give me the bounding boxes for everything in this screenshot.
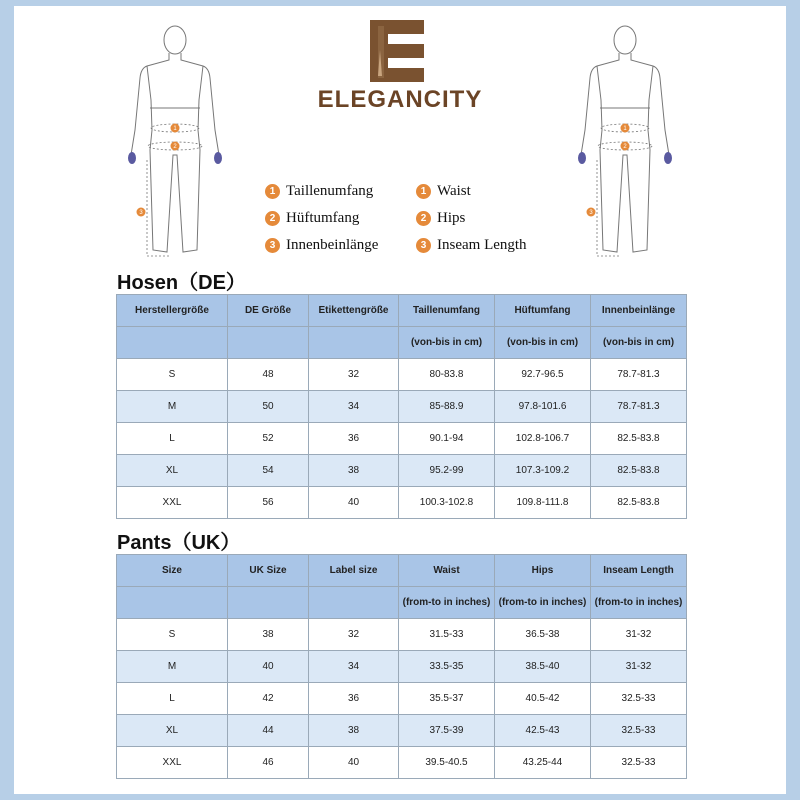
section-title-de: Hosen（DE） xyxy=(117,272,246,294)
legend-label: Taillenumfang xyxy=(286,183,374,199)
table-cell: 32 xyxy=(309,619,399,651)
table-row xyxy=(117,391,687,423)
column-header: Innenbeinlänge xyxy=(591,295,687,327)
table-cell: 52 xyxy=(228,423,309,455)
figure-marker-3: 3 xyxy=(589,210,593,216)
table-cell: 95.2-99 xyxy=(399,455,495,487)
table-row xyxy=(117,715,687,747)
table-cell: 82.5-83.8 xyxy=(591,487,687,519)
marker-badge: 2 xyxy=(416,211,431,226)
section-title-uk: Pants（UK） xyxy=(117,532,241,554)
table-cell: 31-32 xyxy=(591,651,687,683)
table-subheader-row xyxy=(117,327,687,359)
table-cell: M xyxy=(117,651,228,683)
table-row xyxy=(117,683,687,715)
figure-marker-2: 2 xyxy=(173,144,177,150)
table-cell: 90.1-94 xyxy=(399,423,495,455)
legend-label: Innenbeinlänge xyxy=(286,237,379,253)
table-row xyxy=(117,455,687,487)
legend-label: Hips xyxy=(437,210,466,226)
column-subheader: (from-to in inches) xyxy=(399,587,495,619)
column-subheader: (from-to in inches) xyxy=(495,587,591,619)
table-row xyxy=(117,423,687,455)
table-cell: 107.3-109.2 xyxy=(495,455,591,487)
column-header: Hüftumfang xyxy=(495,295,591,327)
legend-label: Inseam Length xyxy=(437,237,527,253)
table-subheader-row xyxy=(117,587,687,619)
table-header-row xyxy=(117,295,687,327)
table-cell: 82.5-83.8 xyxy=(591,423,687,455)
table-cell: XXL xyxy=(117,487,228,519)
column-subheader xyxy=(309,587,399,619)
figure-marker-1: 1 xyxy=(173,126,177,132)
logo-e-icon xyxy=(370,20,430,84)
marker-badge: 1 xyxy=(265,184,280,199)
column-header: Hips xyxy=(495,555,591,587)
column-subheader xyxy=(309,327,399,359)
table-cell: 32.5-33 xyxy=(591,747,687,779)
table-cell: 36 xyxy=(309,683,399,715)
figure-marker-3: 3 xyxy=(139,210,143,216)
table-cell: 34 xyxy=(309,651,399,683)
table-cell: 38 xyxy=(309,715,399,747)
column-subheader: (von-bis in cm) xyxy=(591,327,687,359)
legend-english xyxy=(416,178,527,259)
column-header: Taillenumfang xyxy=(399,295,495,327)
table-cell: XL xyxy=(117,455,228,487)
table-cell: M xyxy=(117,391,228,423)
table-cell: 31-32 xyxy=(591,619,687,651)
marker-badge: 3 xyxy=(416,238,431,253)
table-cell: 100.3-102.8 xyxy=(399,487,495,519)
table-cell: 40 xyxy=(309,747,399,779)
column-header: Label size xyxy=(309,555,399,587)
column-subheader xyxy=(117,327,228,359)
table-cell: S xyxy=(117,359,228,391)
table-cell: 31.5-33 xyxy=(399,619,495,651)
legend-german xyxy=(265,178,378,259)
table-cell: 38 xyxy=(309,455,399,487)
column-header: Etikettengröße xyxy=(309,295,399,327)
table-cell: 109.8-111.8 xyxy=(495,487,591,519)
table-row xyxy=(117,359,687,391)
table-cell: L xyxy=(117,423,228,455)
table-cell: XXL xyxy=(117,747,228,779)
column-subheader: (von-bis in cm) xyxy=(399,327,495,359)
column-subheader: (from-to in inches) xyxy=(591,587,687,619)
table-cell: 40.5-42 xyxy=(495,683,591,715)
table-cell: 38 xyxy=(228,619,309,651)
table-cell: 40 xyxy=(309,487,399,519)
table-row xyxy=(117,747,687,779)
column-subheader xyxy=(117,587,228,619)
table-cell: 48 xyxy=(228,359,309,391)
column-subheader xyxy=(228,327,309,359)
table-cell: 97.8-101.6 xyxy=(495,391,591,423)
table-cell: S xyxy=(117,619,228,651)
table-cell: 42 xyxy=(228,683,309,715)
column-header: UK Size xyxy=(228,555,309,587)
table-cell: 78.7-81.3 xyxy=(591,391,687,423)
table-cell: 38.5-40 xyxy=(495,651,591,683)
table-cell: 80-83.8 xyxy=(399,359,495,391)
table-cell: 85-88.9 xyxy=(399,391,495,423)
figure-marker-2: 2 xyxy=(623,144,627,150)
column-header: Herstellergröße xyxy=(117,295,228,327)
table-row xyxy=(117,487,687,519)
table-cell: 50 xyxy=(228,391,309,423)
column-header: DE Größe xyxy=(228,295,309,327)
table-cell: 54 xyxy=(228,455,309,487)
legend-item-waist-de xyxy=(265,178,378,205)
column-header: Inseam Length xyxy=(591,555,687,587)
marker-badge: 2 xyxy=(265,211,280,226)
table-cell: 36.5-38 xyxy=(495,619,591,651)
table-cell: XL xyxy=(117,715,228,747)
table-cell: 40 xyxy=(228,651,309,683)
brand-name: ELEGANCITY xyxy=(317,86,483,113)
column-header: Size xyxy=(117,555,228,587)
table-cell: L xyxy=(117,683,228,715)
legend-item-waist-en xyxy=(416,178,527,205)
legend-item-inseam-de xyxy=(265,232,378,259)
legend-item-hips-de xyxy=(265,205,378,232)
legend-item-inseam-en xyxy=(416,232,527,259)
table-cell: 82.5-83.8 xyxy=(591,455,687,487)
column-subheader xyxy=(228,587,309,619)
table-cell: 36 xyxy=(309,423,399,455)
figure-marker-1: 1 xyxy=(623,126,627,132)
table-cell: 35.5-37 xyxy=(399,683,495,715)
column-subheader: (von-bis in cm) xyxy=(495,327,591,359)
table-cell: 43.25-44 xyxy=(495,747,591,779)
marker-badge: 3 xyxy=(265,238,280,253)
table-cell: 56 xyxy=(228,487,309,519)
marker-badge: 1 xyxy=(416,184,431,199)
table-cell: 92.7-96.5 xyxy=(495,359,591,391)
table-cell: 33.5-35 xyxy=(399,651,495,683)
size-table-de xyxy=(116,294,687,519)
table-cell: 102.8-106.7 xyxy=(495,423,591,455)
table-row xyxy=(117,619,687,651)
brand-logo xyxy=(300,20,500,120)
body-figure-right xyxy=(575,20,675,270)
table-row xyxy=(117,651,687,683)
table-cell: 37.5-39 xyxy=(399,715,495,747)
legend-item-hips-en xyxy=(416,205,527,232)
table-cell: 44 xyxy=(228,715,309,747)
body-figure-left xyxy=(125,20,225,270)
column-header: Waist xyxy=(399,555,495,587)
table-cell: 42.5-43 xyxy=(495,715,591,747)
table-cell: 32.5-33 xyxy=(591,683,687,715)
table-header-row xyxy=(117,555,687,587)
table-cell: 32.5-33 xyxy=(591,715,687,747)
table-cell: 39.5-40.5 xyxy=(399,747,495,779)
table-cell: 34 xyxy=(309,391,399,423)
legend-label: Hüftumfang xyxy=(286,210,360,226)
legend-label: Waist xyxy=(437,183,471,199)
size-table-uk xyxy=(116,554,687,779)
table-cell: 46 xyxy=(228,747,309,779)
table-cell: 78.7-81.3 xyxy=(591,359,687,391)
table-cell: 32 xyxy=(309,359,399,391)
